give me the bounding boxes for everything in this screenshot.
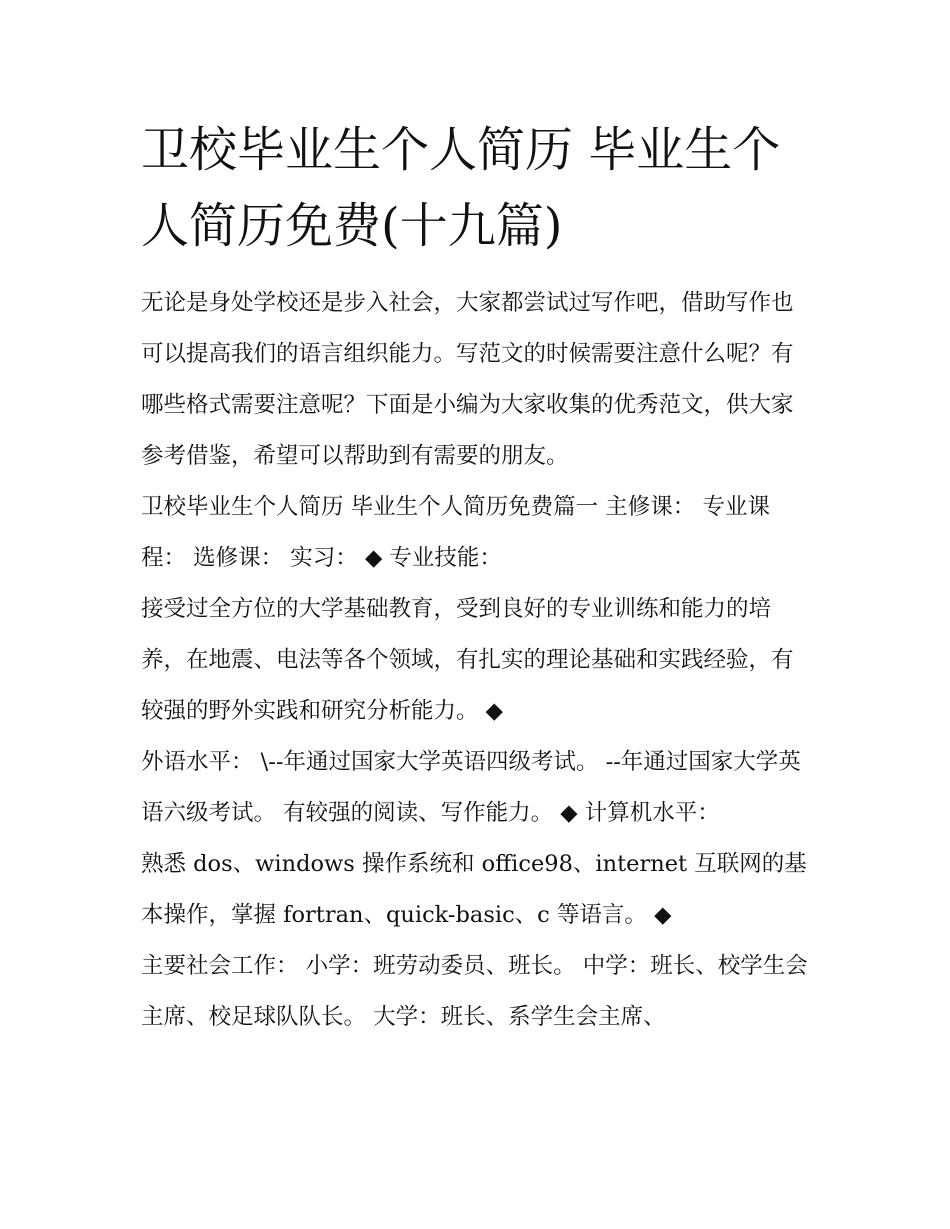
computer-skills-paragraph: 熟悉 dos、windows 操作系统和 office98、internet 互联网的基本操作，掌握 fortran、quick-basic、c 等语言。 ◆ [141,851,807,928]
skills-paragraph: 接受过全方位的大学基础教育，受到良好的专业训练和能力的培养，在地震、电法等各个领域，有扎实的理论基础和实践经验，有较强的野外实践和研究分析能力。 ◆ [141,596,794,724]
language-level-paragraph: 外语水平： \--年通过国家大学英语四级考试。 --年通过国家大学英语六级考试。 有较强的阅读、写作能力。 ◆ 计算机水平： [141,749,801,826]
social-work-paragraph: 主要社会工作： 小学：班劳动委员、班长。 中学：班长、校学生会主席、校足球队队长。 大学：班长、系学生会主席、 [141,953,808,1030]
document-title: 卫校毕业生个人简历 毕业生个人简历免费(十九篇) [141,122,781,254]
section-heading-paragraph: 卫校毕业生个人简历 毕业生个人简历免费篇一 主修课： 专业课程： 选修课： 实习： ◆ 专业技能： [141,494,770,571]
intro-paragraph: 无论是身处学校还是步入社会，大家都尝试过写作吧，借助写作也可以提高我们的语言组织能力。写范文的时候需要注意什么呢？有哪些格式需要注意呢？下面是小编为大家收集的优秀范文，供大家参考借鉴，希望可以帮助到有需要的朋友。 [141,290,794,469]
document-body [141,278,813,1043]
